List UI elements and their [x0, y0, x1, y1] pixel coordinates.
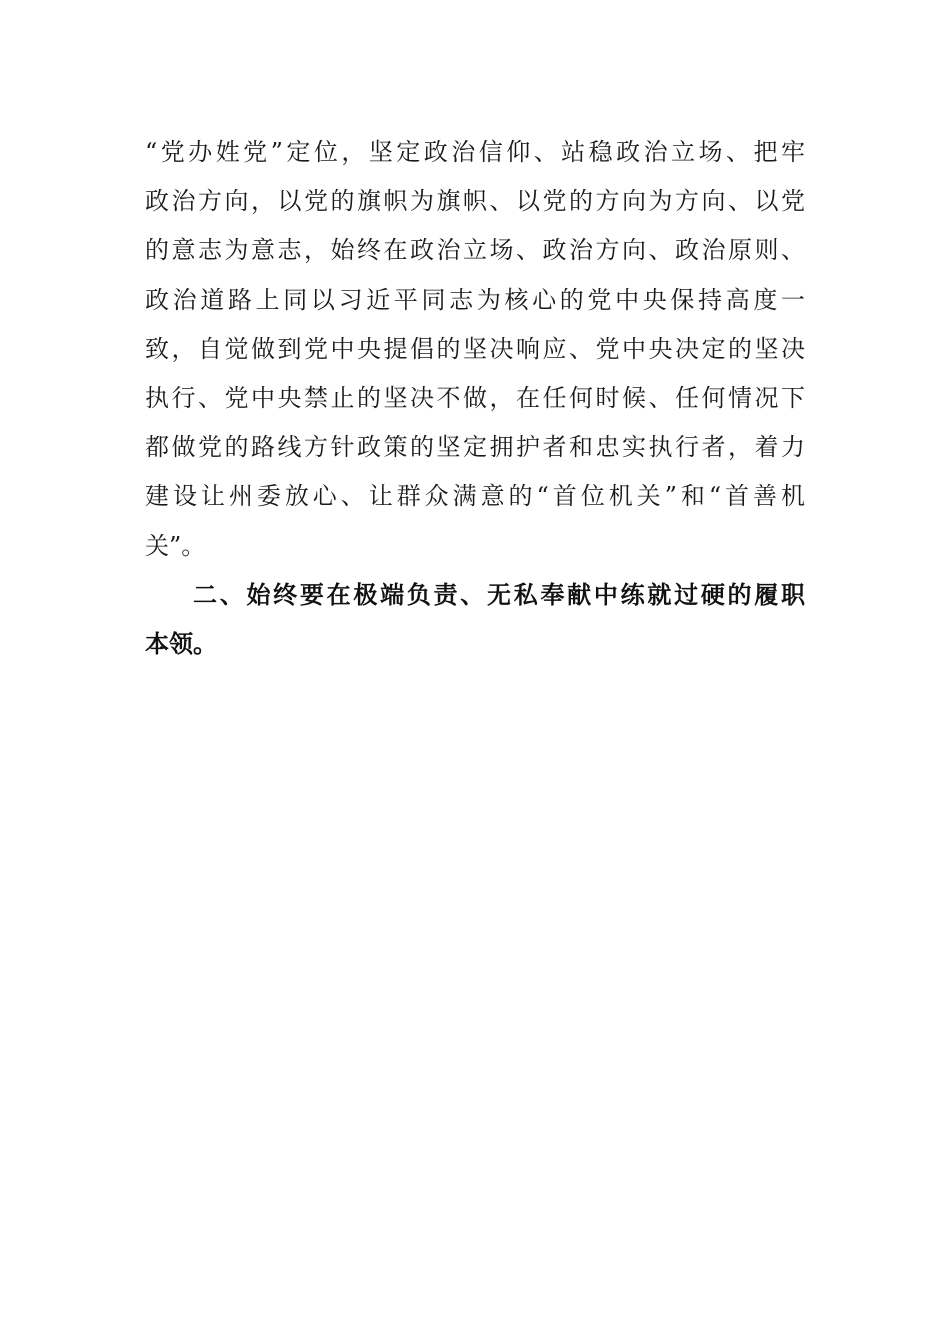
section-heading — [145, 571, 805, 669]
paragraph-line: 政治方向，以党的旗帜为旗帜、以党的方向为方向、以党 — [145, 187, 805, 216]
paragraph-line: 执行、党中央禁止的坚决不做，在任何时候、任何情况下 — [145, 383, 805, 412]
document-body — [145, 128, 805, 669]
paragraph-line: 政治道路上同以习近平同志为核心的党中央保持高度一 — [145, 285, 805, 314]
paragraph-line: 的意志为意志，始终在政治立场、政治方向、政治原则、 — [145, 236, 805, 265]
paragraph-line: 致，自觉做到党中央提倡的坚决响应、党中央决定的坚决 — [145, 334, 805, 363]
heading-line: 二、始终要在极端负责、无私奉献中练就过硬的履职 — [193, 580, 805, 609]
paragraph-line: “党办姓党”定位，坚定政治信仰、站稳政治立场、把牢 — [145, 138, 805, 166]
paragraph-line: 关”。 — [145, 531, 206, 560]
paragraph-line: 建设让州委放心、让群众满意的“首位机关”和“首善机 — [145, 482, 805, 511]
body-paragraph — [145, 128, 805, 571]
paragraph-line: 都做党的路线方针政策的坚定拥护者和忠实执行者，着力 — [145, 433, 805, 462]
heading-line: 本领。 — [145, 629, 217, 658]
